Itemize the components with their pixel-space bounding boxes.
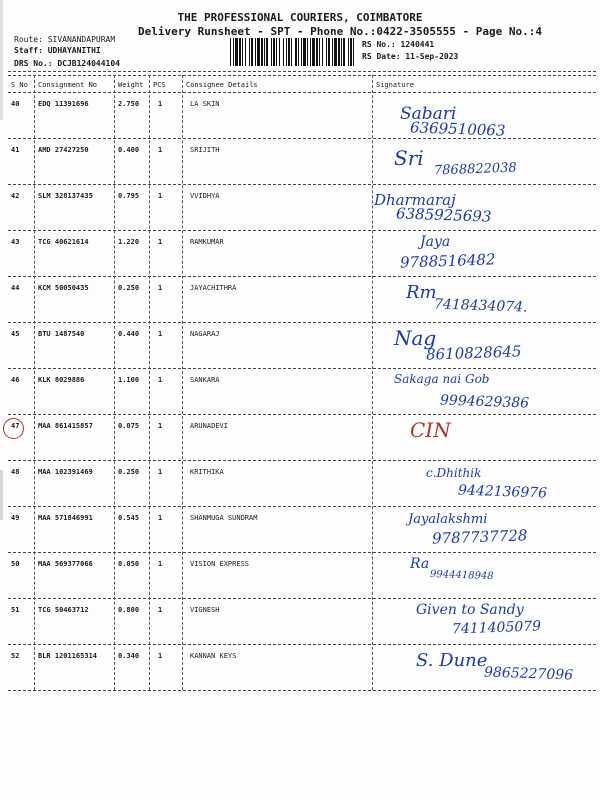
row-sno: 48 [11, 468, 20, 476]
barcode-bar [251, 38, 253, 66]
row-weight: 0.250 [118, 284, 140, 292]
barcode-bar [322, 38, 323, 66]
barcode-bar [233, 38, 234, 66]
barcode-bar [319, 38, 320, 66]
row-sno: 52 [11, 652, 20, 660]
row-pcs: 1 [158, 560, 163, 568]
row-consignment: EDQ 11391696 [38, 100, 89, 108]
row-pcs: 1 [158, 330, 163, 338]
column-header-signature: Signature [376, 81, 414, 89]
barcode-bar [310, 38, 311, 66]
row-consignment: MAA 102391469 [38, 468, 93, 476]
barcode-bar [286, 38, 287, 66]
row-weight: 0.795 [118, 192, 140, 200]
row-consignee: SANKARA [190, 376, 220, 384]
barcode-bar [239, 38, 241, 66]
row-divider [8, 184, 596, 185]
row-pcs: 1 [158, 606, 163, 614]
barcode-bar [295, 38, 297, 66]
row-sno: 41 [11, 146, 20, 154]
row-sno: 43 [11, 238, 20, 246]
barcode-bar [266, 38, 268, 66]
handwritten-signature: Sri [394, 146, 424, 170]
barcode-bar [249, 38, 250, 66]
row-consignment: TCG 50463712 [38, 606, 89, 614]
row-consignee: SHANMUGA SUNDRAM [190, 514, 258, 522]
barcode-bar [276, 38, 277, 66]
row-divider [8, 690, 596, 691]
barcode-bar [328, 38, 330, 66]
handwritten-signature: Sakaga nai Gob [394, 372, 490, 386]
column-header-consignee: Consignee Details [186, 81, 258, 89]
row-sno: 44 [11, 284, 20, 292]
handwritten-phone-number: 9994629386 [439, 392, 530, 412]
barcode-bar [348, 38, 349, 66]
handwritten-signature: Sabari [400, 104, 457, 124]
handwritten-signature: c.Dhithik [426, 466, 482, 480]
row-consignment: MAA 571846991 [38, 514, 93, 522]
column-header-weight: Weight [118, 81, 144, 89]
row-divider [8, 506, 596, 507]
row-pcs: 1 [158, 514, 163, 522]
handwritten-signature: Given to Sandy [416, 602, 524, 618]
row-consignment: SLM 328137435 [38, 192, 93, 200]
handwritten-signature: Dharmaraj [374, 191, 456, 209]
barcode-bar [343, 38, 345, 66]
row-divider [8, 276, 596, 277]
barcode-bar [301, 38, 302, 66]
rs-number: RS No.: 1240441 [362, 40, 435, 49]
barcode-bar [316, 38, 318, 66]
rs-date: RS Date: 11-Sep-2023 [362, 52, 459, 61]
row-consignee: KRITHIKA [190, 468, 224, 476]
handwritten-phone-number: 9865227096 [483, 664, 574, 684]
row-divider [8, 644, 596, 645]
handwritten-phone-number: 8610828645 [425, 342, 522, 364]
row-sno: 46 [11, 376, 20, 384]
barcode-bar [291, 38, 292, 66]
company-title: THE PROFESSIONAL COURIERS, COIMBATORE [177, 11, 423, 24]
row-pcs: 1 [158, 146, 163, 154]
row-divider [8, 138, 596, 139]
barcode-bar [257, 38, 260, 66]
barcode-bar [332, 38, 333, 66]
barcode-bar [230, 38, 231, 66]
row-pcs: 1 [158, 422, 163, 430]
barcode-bar [255, 38, 256, 66]
row-divider [8, 460, 596, 461]
column-header-sno: S No [11, 81, 28, 89]
row-weight: 1.220 [118, 238, 140, 246]
row-consignee: VISION EXPRESS [190, 560, 250, 568]
row-divider [8, 322, 596, 323]
row-sno: 49 [11, 514, 20, 522]
row-sno: 42 [11, 192, 20, 200]
row-consignment: MAA 569377066 [38, 560, 93, 568]
scan-edge-mark [0, 470, 3, 520]
header-divider [8, 71, 596, 72]
row-sno: 45 [11, 330, 20, 338]
handwritten-signature: CIN [410, 418, 451, 442]
row-consignee: LA SKIN [190, 100, 220, 108]
row-pcs: 1 [158, 284, 163, 292]
row-weight: 0.400 [118, 146, 140, 154]
barcode-bar [271, 38, 272, 66]
row-consignee: ARUNADEVI [190, 422, 228, 430]
row-weight: 0.050 [118, 560, 140, 568]
handwritten-phone-number: 9787737728 [431, 526, 528, 548]
scan-edge-mark [0, 0, 3, 120]
row-sno: 51 [11, 606, 20, 614]
handwritten-signature: Nag [394, 326, 437, 350]
barcode-image [230, 38, 354, 66]
barcode-bar [245, 38, 246, 66]
row-pcs: 1 [158, 238, 163, 246]
barcode-bar [334, 38, 337, 66]
row-pcs: 1 [158, 100, 163, 108]
row-weight: 2.750 [118, 100, 140, 108]
barcode-bar [350, 38, 352, 66]
barcode-bar [264, 38, 265, 66]
handwritten-signature: S. Dune [416, 650, 488, 671]
column-header-pcs: PCS [153, 81, 166, 89]
row-consignment: BLR 1201165314 [38, 652, 98, 660]
handwritten-phone-number: 6369510063 [409, 118, 506, 140]
row-weight: 1.100 [118, 376, 140, 384]
barcode-bar [235, 38, 238, 66]
barcode-bar [338, 38, 340, 66]
row-pcs: 1 [158, 468, 163, 476]
barcode-bar [279, 38, 280, 66]
row-sno: 40 [11, 100, 20, 108]
row-consignment: KCM 50050435 [38, 284, 89, 292]
row-weight: 0.340 [118, 652, 140, 660]
row-consignment: MAA 861415857 [38, 422, 93, 430]
barcode-bar [312, 38, 315, 66]
barcode-bar [341, 38, 342, 66]
staff-label: Staff: UDHAYANITHI [14, 46, 101, 55]
row-sno: 50 [11, 560, 20, 568]
row-weight: 0.440 [118, 330, 140, 338]
row-pcs: 1 [158, 192, 163, 200]
row-weight: 0.250 [118, 468, 140, 476]
barcode-bar [307, 38, 308, 66]
row-divider [8, 368, 596, 369]
handwritten-phone-number: 9944418948 [429, 568, 494, 583]
row-weight: 0.075 [118, 422, 140, 430]
row-consignee: JAYACHITHRA [190, 284, 237, 292]
row-consignment: AMD 27427250 [38, 146, 89, 154]
handwritten-signature: Jayalakshmi [408, 512, 488, 527]
row-weight: 0.545 [118, 514, 140, 522]
row-weight: 0.800 [118, 606, 140, 614]
barcode-bar [288, 38, 290, 66]
row-sno: 47 [11, 422, 20, 430]
drs-label: DRS No.: DCJB124044104 [14, 59, 120, 68]
runsheet-title: Delivery Runsheet - SPT - Phone No.:0422-3505555 - Page No.:4 [138, 25, 542, 38]
row-consignee: RAMKUMAR [190, 238, 224, 246]
table-top-border [8, 75, 596, 76]
row-pcs: 1 [158, 652, 163, 660]
barcode-bar [298, 38, 299, 66]
row-consignee: VIGNESH [190, 606, 220, 614]
row-divider [8, 598, 596, 599]
handwritten-phone-number: 7418434074. [433, 296, 528, 316]
barcode-bar [303, 38, 306, 66]
row-consignment: KLK 8029886 [38, 376, 85, 384]
column-header-consignment: Consignment No [38, 81, 98, 89]
handwritten-phone-number: 9788516482 [399, 250, 496, 272]
row-consignee: VVIDHYA [190, 192, 220, 200]
handwritten-signature: Ra [410, 556, 430, 572]
barcode-bar [242, 38, 243, 66]
row-consignee: NAGARAJ [190, 330, 220, 338]
column-header-divider [8, 92, 596, 93]
barcode-bar [273, 38, 275, 66]
circle-mark [3, 418, 24, 439]
barcode-bar [353, 38, 354, 66]
row-divider [8, 552, 596, 553]
handwritten-signature: Rm [406, 282, 437, 303]
barcode-bar [283, 38, 284, 66]
barcode-bar [326, 38, 327, 66]
handwritten-phone-number: 7868822038 [433, 160, 517, 179]
row-divider [8, 414, 596, 415]
handwritten-phone-number: 9442136976 [457, 482, 548, 502]
row-consignment: TCG 40621614 [38, 238, 89, 246]
handwritten-phone-number: 6385925693 [395, 204, 492, 226]
route-label: Route: SIVANANDAPURAM [14, 35, 116, 44]
row-consignment: BTU 1487540 [38, 330, 85, 338]
handwritten-signature: Jaya [420, 234, 451, 250]
row-consignee: SRIJITH [190, 146, 220, 154]
barcode-bar [261, 38, 263, 66]
handwritten-phone-number: 7411405079 [451, 618, 542, 638]
row-consignee: KANNAN KEYS [190, 652, 237, 660]
row-pcs: 1 [158, 376, 163, 384]
row-divider [8, 230, 596, 231]
